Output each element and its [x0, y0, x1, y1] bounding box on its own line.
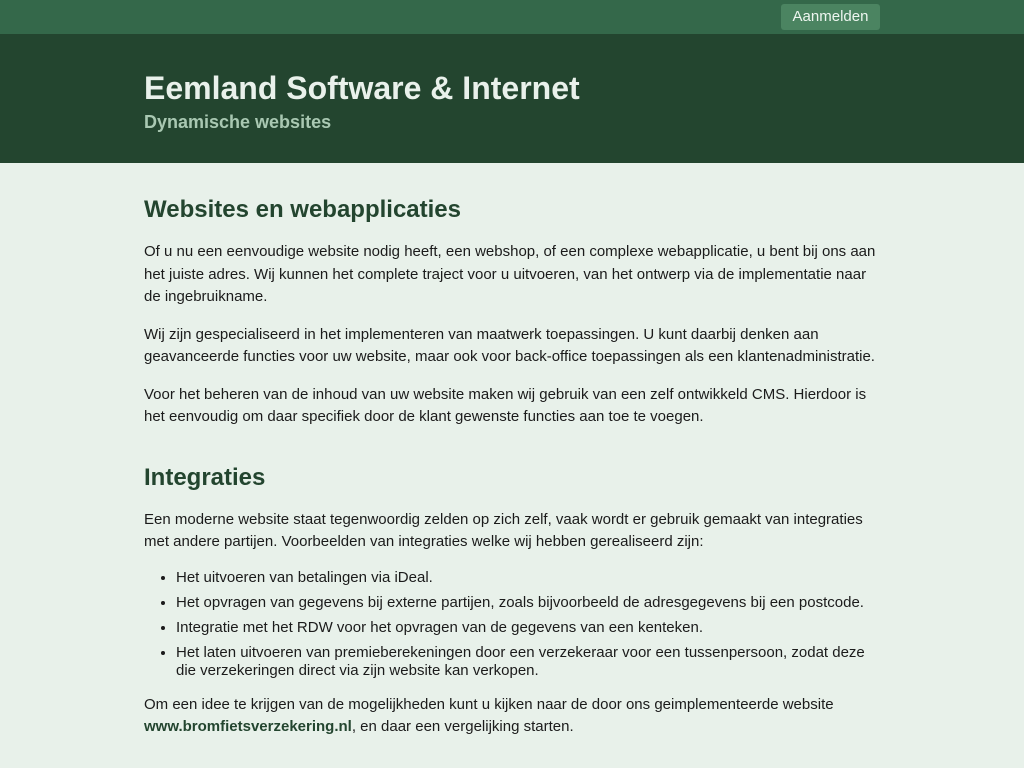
bromfietsverzekering-link[interactable]: www.bromfietsverzekering.nl [144, 718, 352, 735]
site-subtitle: Dynamische websites [144, 112, 332, 132]
list-item: • Integratie met het RDW voor het opvragen van de gegevens van een kenteken. [176, 619, 880, 637]
paragraph-outro [144, 694, 880, 739]
site-title: Eemland Software & Internet [144, 70, 580, 106]
top-bar [0, 0, 1024, 34]
main-content [144, 163, 880, 739]
list-item: • Het uitvoeren van betalingen via iDeal. [176, 569, 880, 587]
section-heading-integraties: Integraties [144, 463, 266, 491]
outro-text-before: Om een idee te krijgen van de mogelijkheden kunt u kijken naar de door ons geimplementeerde website [144, 695, 834, 713]
paragraph-integraties-intro: Een moderne website staat tegenwoordig zelden op zich zelf, vaak wordt er gebruik gemaakt van integraties met andere partijen. Voorbeelden van integraties welke wij hebben gerealiseerd zijn: [144, 510, 863, 550]
list-item: • Het laten uitvoeren van premieberekeningen door een verzekeraar voor een tussenpersoon, zodat deze die verzekeringen direct via zijn website kan verkopen. [176, 644, 880, 680]
site-header [0, 34, 1024, 163]
outro-text-after: , en daar een vergelijking starten. [351, 718, 574, 735]
paragraph-cms: Voor het beheren van de inhoud van uw website maken wij gebruik van een zelf ontwikkeld CMS. Hierdoor is het eenvoudig om daar specifiek door de klant gewenste functies aan toe te voegen. [144, 385, 867, 425]
login-button[interactable]: Aanmelden [781, 4, 880, 30]
integration-list [176, 569, 880, 680]
section-heading-websites: Websites en webapplicaties [144, 196, 462, 223]
paragraph-intro: Of u nu een eenvoudige website nodig heeft, een webshop, of een complexe webapplicatie, u bent bij ons aan het juiste adres. Wij kunnen het complete traject voor u uitvoeren, van het ontwerp via de implementatie naar de ingebruikname. [144, 243, 876, 305]
paragraph-maatwerk: Wij zijn gespecialiseerd in het implementeren van maatwerk toepassingen. U kunt daarbij denken aan geavanceerde functies voor uw website, maar ook voor back-office toepassingen als een klantenadministratie. [144, 325, 875, 365]
list-item: • Het opvragen van gegevens bij externe partijen, zoals bijvoorbeeld de adresgegevens bij een postcode. [176, 594, 880, 612]
